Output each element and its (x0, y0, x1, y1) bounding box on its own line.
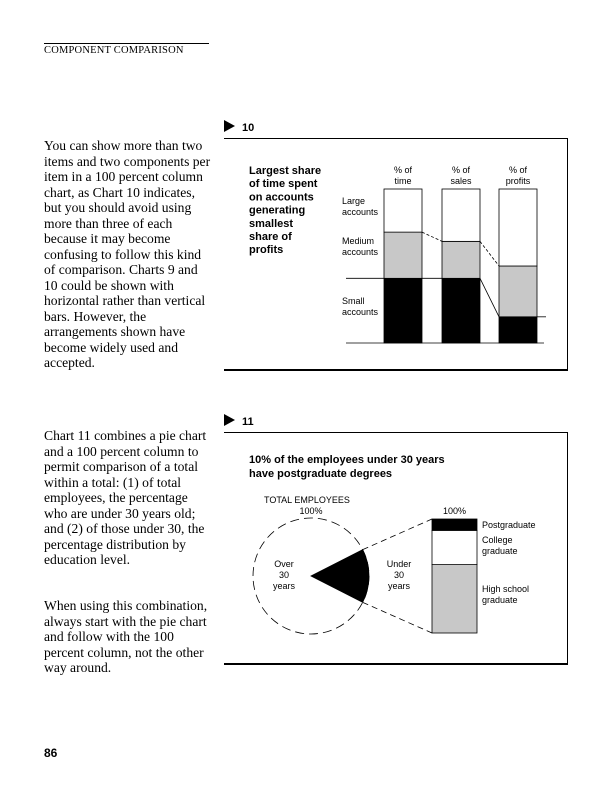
chart-10-column-label: sales (450, 176, 472, 186)
chart-10-title-line: smallest (249, 217, 294, 230)
chart-10-column-label: profits (505, 176, 531, 186)
pointer-triangle-icon (224, 414, 235, 426)
pie-total-label: 100% (299, 506, 323, 516)
chart-11-frame (224, 432, 568, 665)
chart-10-column-label: % of (393, 165, 413, 175)
chart-10-marker (224, 120, 254, 134)
explode-line-top (363, 519, 432, 550)
chart-10-legend-medium-accounts: Medium (342, 236, 375, 246)
chart-10-svg (224, 139, 567, 369)
pie-label-under-30: years (387, 581, 411, 591)
chart-11-title-line: have postgraduate degrees (249, 468, 393, 480)
column-segment-high-school-graduate (432, 565, 477, 633)
body-paragraph-2: Chart 11 combines a pie chart and a 100 percent column to permit comparison of a total within a total: (1) of total employees, the percentage who are under 30 years old; and (2) of those under 30, the percentage distribution by education level. (44, 428, 207, 567)
pie-label-over-30: 30 (278, 570, 290, 580)
column-label-postgraduate: Postgraduate (482, 520, 536, 530)
chart-10-legend-large-accounts: accounts (342, 207, 379, 217)
pie-label: TOTAL EMPLOYEES (264, 495, 350, 505)
chart-11-svg (224, 433, 567, 663)
body-paragraph-3: When using this combination, always start with the pie chart and follow with the 100 percent column, not the other way around. (44, 598, 208, 675)
chart-10-legend-large-accounts: Large (342, 196, 366, 206)
column-segment-college-graduate (432, 530, 477, 564)
chart-10-title-line: of time spent (249, 178, 318, 191)
chart-10-bar-large-accounts (384, 189, 422, 232)
explode-line-bottom (363, 602, 432, 633)
chart-10-column-label: % of (451, 165, 471, 175)
chart-10-bar-large-accounts (499, 189, 537, 266)
chart-10-bar-medium-accounts (384, 232, 422, 278)
pie-label-over-30: Over (274, 559, 294, 569)
chart-10-title-line: profits (249, 244, 284, 257)
chart-10-title-line: on accounts (249, 191, 314, 204)
column-label-college-graduate: graduate (482, 546, 518, 556)
column-label-college-graduate: College (482, 535, 513, 545)
chart-10-connector-line (480, 241, 499, 266)
chart-10-title-line: Largest share (249, 165, 322, 177)
chart-10-bar-small-accounts (384, 278, 422, 343)
chart-10-legend-medium-accounts: accounts (342, 247, 379, 257)
pie-label-under-30: 30 (393, 570, 405, 580)
chart-10-title-line: share of (249, 231, 292, 243)
chart-10-column-label: time (394, 176, 412, 186)
chart-10-legend-small-accounts: accounts (342, 307, 379, 317)
chart-10-bar-small-accounts (442, 278, 480, 343)
chart-10-title-line: generating (249, 204, 306, 217)
chart-10-bar-large-accounts (442, 189, 480, 241)
column-label-high-school-graduate: High school (482, 584, 530, 594)
pointer-triangle-icon (224, 120, 235, 132)
chart-10-number: 10 (242, 122, 255, 134)
pie-label-over-30: years (272, 581, 296, 591)
column-segment-postgraduate (432, 519, 477, 530)
chart-10-column-label: % of (508, 165, 528, 175)
chart-10-bar-medium-accounts (499, 266, 537, 317)
chart-10-bar-small-accounts (499, 317, 537, 343)
running-head: COMPONENT COMPARISON (44, 43, 209, 56)
chart-10-bar-medium-accounts (442, 241, 480, 278)
column-total-label: 100% (442, 506, 467, 516)
chart-10-frame (224, 138, 568, 371)
pie-label-under-30: Under (386, 559, 412, 569)
chart-11-title-line: 10% of the employees under 30 years (249, 454, 445, 466)
chart-10-connector-line (422, 232, 442, 241)
chart-10-connector-line (480, 278, 499, 317)
page-number: 86 (44, 746, 58, 760)
chart-11-marker (224, 414, 254, 428)
chart-11-number: 11 (242, 416, 254, 428)
body-paragraph-1: You can show more than two items and two components per item in a 100 percent column chart, as Chart 10 indicates, but you should avoid using more than three of each because it may become confusing to follow this kind of comparison. Charts 9 and 10 could be shown with horizontal rather than vertical bars. However, the arrangements shown have become widely used and accepted. (44, 138, 211, 370)
column-label-high-school-graduate: graduate (482, 595, 518, 605)
chart-10-legend-small-accounts: Small (342, 296, 365, 306)
